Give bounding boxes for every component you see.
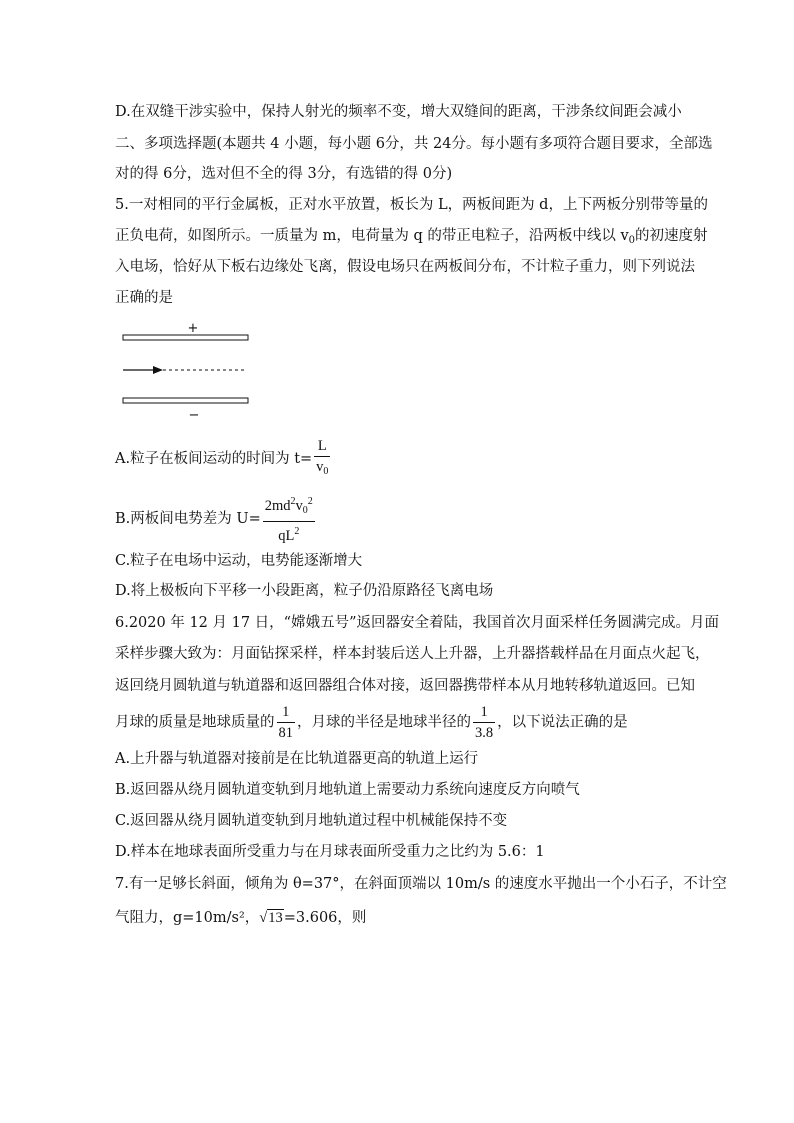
- section2-heading-cont: 对的得 6分，选对但不全的得 3分，有选错的得 0分): [115, 166, 453, 182]
- q5-stem-3: 入电场，恰好从下板右边缘处飞离，假设电场只在两板间分布，不计粒子重力，则下列说法: [115, 259, 695, 275]
- q5-stem-4: 正确的是: [115, 290, 173, 306]
- q6-stem-4: 月球的质量是地球质量的 $\frac{1}{81}$ ，月球的半径是地球半径的 $\frac{1}{3.8}$ ，以下说法正确的是: [115, 704, 628, 741]
- particle-arrowhead: [153, 366, 163, 374]
- sqrt-13: 13: [268, 910, 283, 926]
- q6-option-b: B.返回器从绕月圆轨道变轨到月地轨道上需要动力系统向速度反方向喷气: [115, 782, 580, 798]
- q6-option-a: A.上升器与轨道器对接前是在比轨道器更高的轨道上运行: [115, 751, 479, 767]
- q6-option-c: C.返回器从绕月圆轨道变轨到月地轨道过程中机械能保持不变: [115, 813, 508, 829]
- q6-stem-3: 返回绕月圆轨道与轨道器和返回器组合体对接，返回器携带样本从月地转移轨道返回。已知: [115, 678, 695, 694]
- q5-option-c: C.粒子在电场中运动，电势能逐渐增大: [115, 553, 363, 569]
- fraction-potential-difference: $\frac{2md^2v_0^2}{qL^2}$: [263, 492, 315, 546]
- q6-stem-1: 6.2020 年 12 月 17 日，“嫦娥五号”返回器安全着陆，我国首次月面采样任务圆满完成。月面: [115, 615, 720, 631]
- upper-plate: [123, 335, 248, 340]
- section2-heading: 二、多项选择题(本题共 4 小题，每小题 6分，共 24分。每小题有多项符合题目要求，全部选: [115, 136, 713, 152]
- q7-stem-1: 7.有一足够长斜面，倾角为 θ=37°，在斜面顶端以 10m/s 的速度水平抛出一个小石子，不计空: [115, 876, 727, 892]
- q5-stem-1: 5.一对相同的平行金属板，正对水平放置，板长为 L，两板间距为 d，上下两板分别带等量的: [115, 197, 708, 213]
- minus-sign: −: [188, 408, 200, 423]
- q5-option-d: D.将上极板向下平移一小段距离，粒子仍沿原路径飞离电场: [115, 583, 494, 599]
- q6-option-d: D.样本在地球表面所受重力与在月球表面所受重力之比约为 5.6：1: [115, 844, 545, 860]
- fraction-1-over-81: $\frac{1}{81}$: [278, 704, 293, 741]
- fraction-1-over-3-8: $\frac{1}{3.8}$: [475, 704, 494, 741]
- q5-option-b: B.两板间电势差为 U= $\frac{2md^2v_0^2}{qL^2}$: [115, 492, 317, 546]
- q4-option-d: D.在双缝干涉实验中，保持人射光的频率不变，增大双缝间的距离，干涉条纹间距会减小: [115, 104, 682, 120]
- plus-sign: +: [187, 321, 199, 336]
- q5-stem-2: 正负电荷，如图所示。一质量为 m，电荷量为 q 的带正电粒子，沿两板中线以 $v_0$的初速度射: [115, 228, 708, 246]
- q6-stem-2: 采样步骤大致为：月面钻探采样，样本封装后送人上升器，上升器搭载样品在月面点火起飞，: [115, 646, 710, 662]
- q5-option-a: A.粒子在板间运动的时间为 t= $\frac{L}{v_0}$: [115, 436, 332, 482]
- fraction-L-over-v0: $\frac{L}{v_0}$: [316, 438, 329, 477]
- lower-plate: [123, 398, 248, 403]
- q7-stem-2: 气阻力，g=10m/s²，√13=3.606，则: [115, 910, 367, 926]
